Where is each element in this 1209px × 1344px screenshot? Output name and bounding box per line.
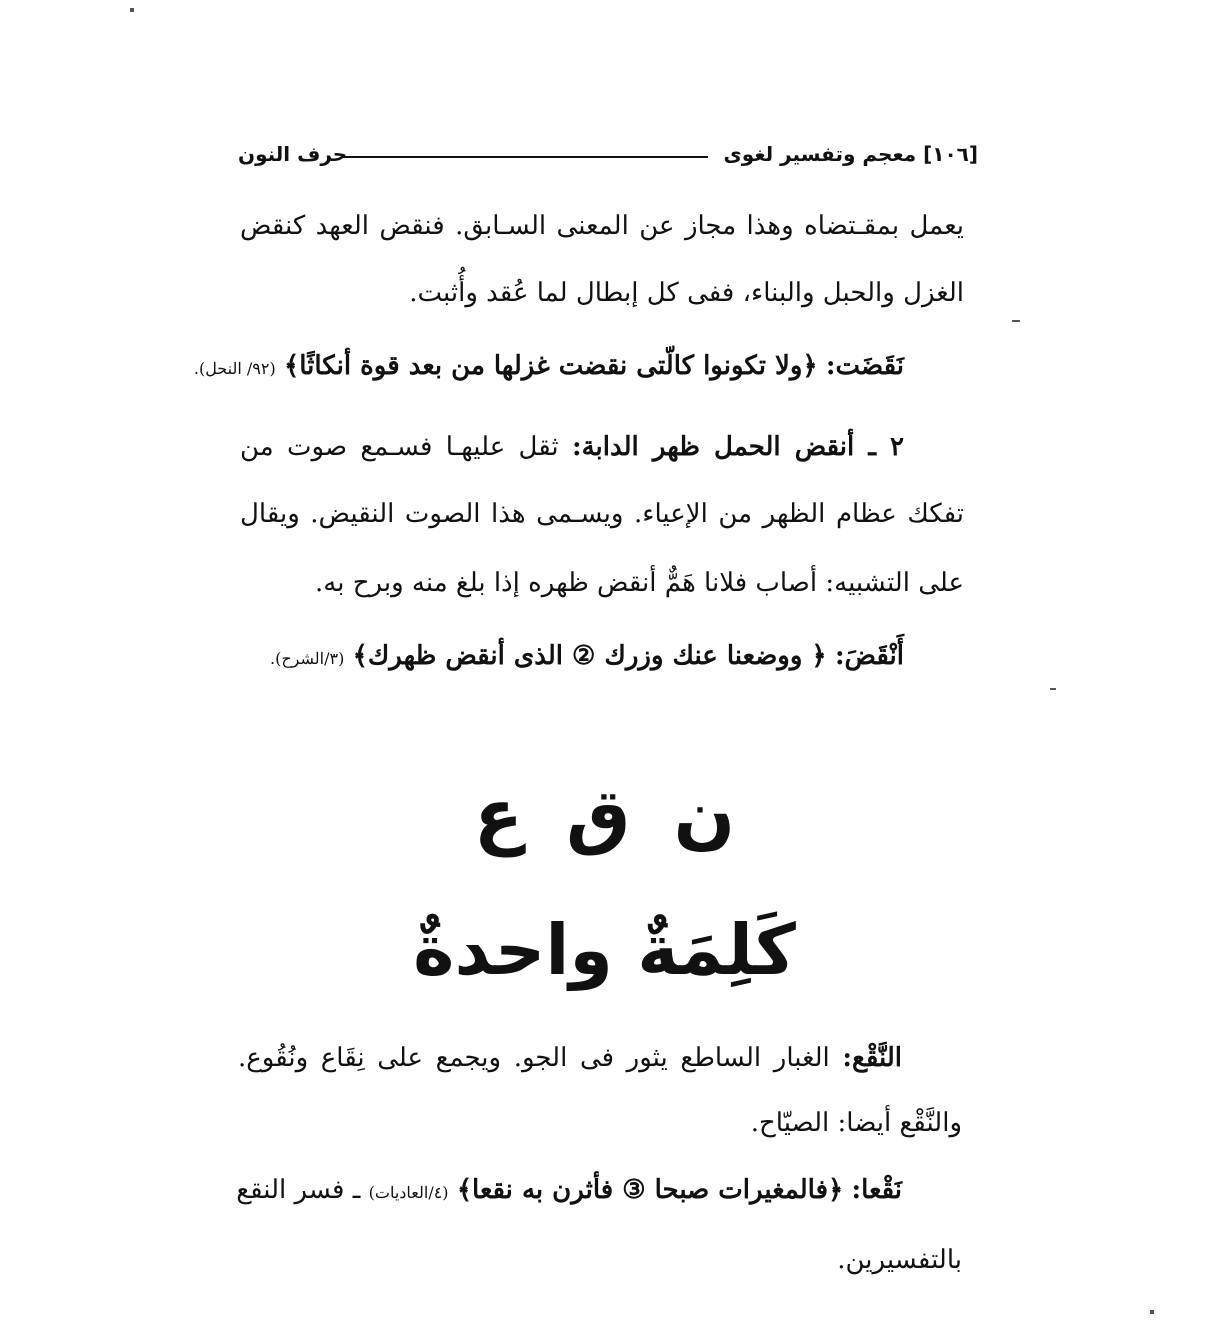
definition-text: ثقل عليهـا فسـمع صوت من (240, 432, 559, 462)
entry-line-4: بالتفسيرين. (837, 1245, 962, 1275)
scan-speck (1150, 1310, 1154, 1314)
text-line-4 (240, 427, 904, 467)
quran-verse: ﴿ولا تكونوا كالّتى نقضت غزلها من بعد قوة أنكاثًا﴾ (283, 351, 818, 381)
quote-line-1 (193, 346, 904, 389)
text-line-5: تفكك عظام الظهر من الإعياء. ويسـمى هذا الصوت النقيض. ويقال (240, 499, 964, 529)
entry-definition: الغبار الساطع يثور فى الجو. ويجمع على نِقَاع ونُقُوع. (238, 1043, 830, 1073)
text-line-2: الغزل والحبل والبناء، ففى كل إبطال لما عُقد وأُثبت. (409, 278, 964, 308)
entry-word: النَّقْع: (842, 1043, 902, 1073)
verse-reference: (٤/العاديات) (368, 1183, 449, 1202)
root-letters-heading: ن ق ع (473, 773, 736, 857)
scan-speck (1050, 688, 1056, 690)
quoted-word: أَنْقَضَ: (834, 641, 904, 671)
entry-line-1 (238, 1038, 902, 1078)
page-number-title: [١٠٦] معجم وتفسير لغوى (723, 142, 978, 166)
root-subtitle: كَلِمَةٌ واحدةٌ (413, 909, 796, 991)
definition-heading: ٢ ـ أنقض الحمل ظهر الدابة: (571, 432, 905, 462)
header-rule (343, 156, 708, 158)
scan-speck (1012, 320, 1020, 322)
verse-reference: (٩٢/ النحل). (193, 359, 276, 378)
entry-line-2: والنَّقْع أيضا: الصيّاح. (750, 1108, 962, 1138)
quran-verse: ﴿ ووضعنا عنك وزرك ② الذى أنقض ظهرك﴾ (352, 641, 827, 671)
text-line-6: على التشبيه: أصاب فلانا هَمٌّ أنقض ظهره إذا بلغ منه وبرح به. (315, 568, 964, 598)
scan-speck (130, 8, 134, 12)
text-line-1: يعمل بمقـتضاه وهذا مجاز عن المعنى السـابق. فنقض العهد كنقض (240, 211, 964, 241)
entry-definition: ـ فسر النقع (236, 1175, 361, 1205)
section-title: حرف النون (238, 142, 348, 166)
quoted-word: نَقْعا: (851, 1175, 902, 1205)
quran-verse: ﴿فالمغيرات صبحا ③ فأثرن به نقعا﴾ (456, 1175, 844, 1205)
quote-line-2 (240, 636, 904, 679)
verse-reference: (٣/الشرح). (270, 649, 345, 668)
quoted-word: نَقَضَت: (825, 351, 904, 381)
entry-line-3 (238, 1170, 902, 1213)
page-header (238, 138, 978, 178)
